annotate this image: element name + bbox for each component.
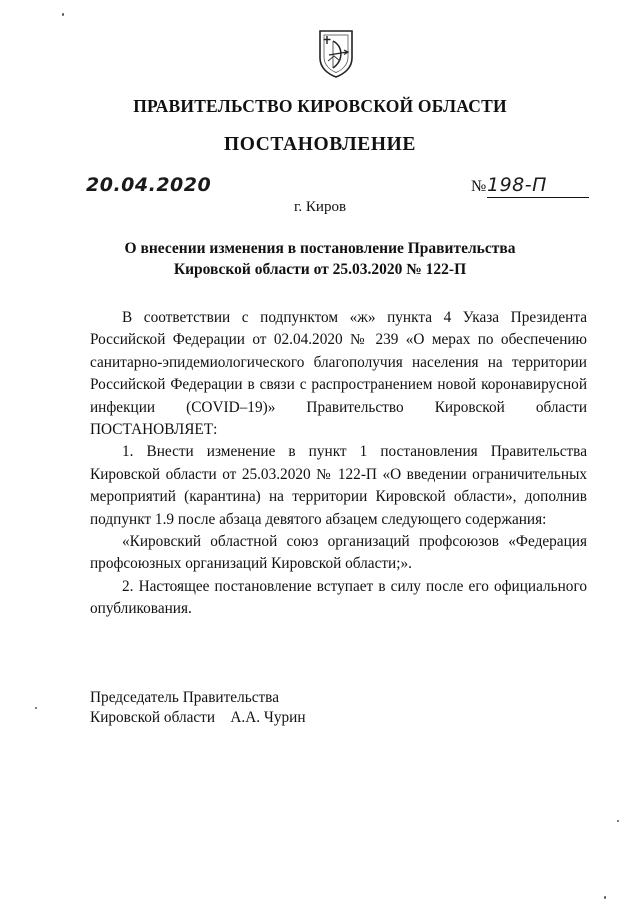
document-number: 198-П [487, 174, 547, 196]
document-body [90, 307, 587, 621]
government-name: ПРАВИТЕЛЬСТВО КИРОВСКОЙ ОБЛАСТИ [133, 96, 507, 116]
number-underline [487, 197, 589, 198]
document-subject [0, 238, 640, 280]
document-number-block [471, 176, 591, 200]
city: г. Киров [293, 199, 347, 215]
kirov-coat-of-arms-icon [316, 28, 356, 78]
item-2-paragraph: 2. Настоящее постановление вступает в силу после его официального опубликования. [90, 577, 587, 618]
scan-speck [604, 896, 606, 899]
subject-line-1: О внесении изменения в постановление Правительства [124, 240, 516, 257]
document-date: 20.04.2020 [86, 174, 212, 196]
item-1-paragraph: 1. Внести изменение в пункт 1 постановления Правительства Кировской области от 25.03.2020 № 122-П «О введении ограничительных мероприятий (карантина) на территории Кировской области», дополнив подпункт 1.9 после абзаца девятого абзацем следующего содержания: [90, 443, 587, 528]
subject-line-2: Кировской области от 25.03.2020 № 122-П [173, 261, 467, 278]
signature-title: Председатель Правительства [90, 689, 279, 706]
signature-name: Кировской области А.А. Чурин [90, 709, 306, 726]
number-sign: № [471, 178, 487, 195]
quote-paragraph: «Кировский областной союз организаций профсоюзов «Федерация профсоюзных организаций Кировской области;». [90, 533, 587, 573]
preamble-paragraph: В соответствии с подпунктом «ж» пункта 4 Указа Президента Российской Федерации от 02.04.2020 № 239 «О мерах по обеспечению санитарно-эпидемиологического благополучия населения на территории Российской Федерации в связи с распространением новой коронавирусной инфекции (COVID–19)» Правительство Кировской области ПОСТАНОВЛЯЕТ: [90, 309, 587, 439]
scan-speck [35, 707, 37, 709]
scan-speck [617, 820, 619, 822]
scan-speck [62, 13, 64, 16]
signature-block [90, 688, 306, 728]
document-type: ПОСТАНОВЛЕНИЕ [223, 134, 417, 155]
